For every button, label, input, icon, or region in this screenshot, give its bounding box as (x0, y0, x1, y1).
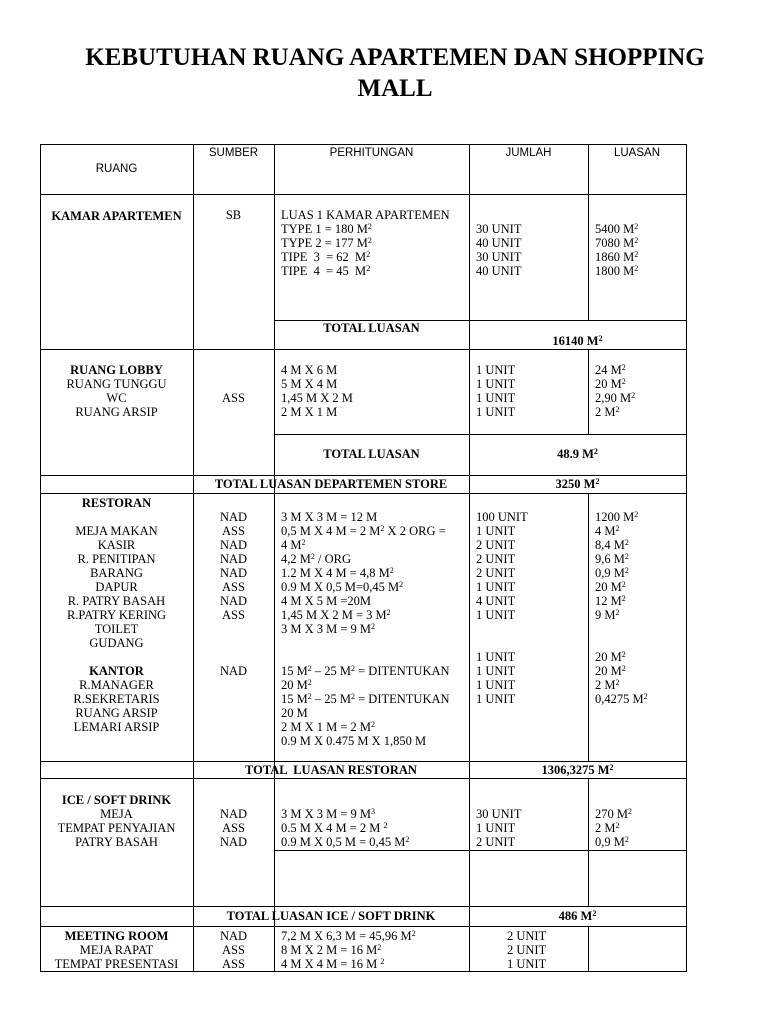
column-border (588, 144, 589, 320)
apartemen-luasan: 5400 $M^2$ 7080 $M^2$ 1860 $M^2$ 1800 $M^2$ (595, 222, 639, 278)
restoran-total-value: 1306,3275 $M^2$ (541, 763, 614, 777)
lobby-calc: 4 M X 6 M 5 M X 4 M 1,45 M X 2 M 2 M X 1 M (281, 363, 353, 419)
apartemen-name: KAMAR APARTEMEN (51, 209, 182, 223)
ice-total-label: TOTAL LUASAN ICE / SOFT DRINK (226, 909, 436, 923)
row-border (40, 475, 687, 476)
column-border (588, 778, 589, 906)
apartemen-total-label: TOTAL LUASAN (323, 321, 420, 335)
row-border (274, 434, 687, 435)
lobby-total-label: TOTAL LUASAN (323, 447, 420, 461)
kantor-sumber: NAD (219, 664, 248, 678)
row-border (40, 761, 687, 762)
lobby-sumber: ASS (222, 391, 245, 405)
ice-names: ICE / SOFT DRINK MEJA TEMPAT PENYAJIAN PATRY BASAH (57, 793, 176, 849)
restoran-total-label: TOTAL LUASAN RESTORAN (245, 763, 417, 777)
row-border (40, 144, 687, 145)
column-border (469, 144, 470, 972)
ice-total-value: 486 $M^2$ (558, 909, 597, 923)
row-border (274, 850, 687, 851)
row-border (40, 493, 687, 494)
row-border (40, 349, 687, 350)
kantor-names: KANTOR R.MANAGER R.SEKRETARIS RUANG ARSIP LEMARI ARSIP (73, 664, 160, 734)
header-sumber: SUMBER (208, 147, 259, 159)
restoran-calc: 3 M X 3 M = 12 M 0,5 M X 4 M = 2 $M^2$ X 2 ORG = 4 $M^2$ 4,2 $M^2$ / ORG 1.2 M X 4 M = 4,8 $M^2$ 0.9 M X 0,5 M=0,45 $M^2$ 4 M X 5 M =20M 1,45 M X 2 M = 3 $M^2$ 3 M X 3 M = 9 $M^2$ (281, 510, 446, 636)
column-border (588, 926, 589, 971)
row-border (40, 906, 687, 907)
header-luasan: LUASAN (613, 147, 661, 159)
row-border (40, 926, 687, 927)
lobby-jumlah: 1 UNIT 1 UNIT 1 UNIT 1 UNIT (476, 363, 516, 419)
kantor-jumlah: 1 UNIT 1 UNIT 1 UNIT 1 UNIT (476, 650, 516, 706)
document-title-line-1: KEBUTUHAN RUANG APARTEMEN DAN SHOPPING (85, 44, 705, 71)
row-border (40, 194, 687, 195)
column-border (588, 493, 589, 761)
apartemen-jumlah: 30 UNIT 40 UNIT 30 UNIT 40 UNIT (476, 222, 522, 278)
row-border (40, 971, 687, 972)
kantor-luasan: 20 $M^2$ 20 $M^2$ 2 $M^2$ 0,4275 $M^2$ (595, 650, 648, 706)
header-jumlah: JUMLAH (505, 147, 552, 159)
meeting-calc: 7,2 M X 6,3 M = 45,96 $M^2$ 8 M X 2 M = 16 $M^2$ 4 M X 4 M = 16 M $^2$ (281, 929, 416, 971)
header-ruang: RUANG (95, 163, 138, 175)
column-border (274, 144, 275, 972)
restoran-luasan: 1200 $M^2$ 4 $M^2$ 8,4 $M^2$ 9,6 $M^2$ 0,9 $M^2$ 20 $M^2$ 12 $M^2$ 9 $M^2$ (595, 510, 639, 622)
ice-luasan: 270 $M^2$ 2 $M^2$ 0,9 $M^2$ (595, 807, 632, 849)
ice-calc: 3 M X 3 M = 9 $M^3$ 0.5 M X 4 M = 2 M $^2$ 0.9 M X 0,5 M = 0,45 $M^2$ (281, 807, 410, 849)
lobby-total-value: 48.9 $M^2$ (557, 447, 598, 461)
meeting-sumber: NAD ASS ASS (219, 929, 248, 971)
restoran-jumlah: 100 UNIT 1 UNIT 2 UNIT 2 UNIT 2 UNIT 1 UNIT 4 UNIT 1 UNIT (476, 510, 528, 622)
column-border (686, 144, 687, 972)
ice-sumber: NAD ASS NAD (219, 807, 248, 849)
meeting-names: MEETING ROOM MEJA RAPAT TEMPAT PRESENTASI (54, 929, 179, 971)
apartemen-total-value: 16140 $M^2$ (552, 334, 603, 348)
column-border (588, 349, 589, 434)
document-title-line-2: MALL (357, 75, 433, 102)
header-perhitungan: PERHITUNGAN (329, 147, 414, 159)
restoran-sumber: NAD ASS NAD NAD NAD ASS NAD ASS (219, 510, 248, 622)
lobby-luasan: 24 $M^2$ 20 $M^2$ 2,90 $M^2$ 2 $M^2$ (595, 363, 636, 419)
row-border (40, 778, 687, 779)
ice-jumlah: 30 UNIT 1 UNIT 2 UNIT (476, 807, 522, 849)
meeting-jumlah: 2 UNIT 2 UNIT 1 UNIT (507, 929, 547, 971)
dept-store-total-value: 3250 $M^2$ (555, 477, 600, 491)
apartemen-sumber: SB (225, 208, 242, 222)
lobby-names: RUANG LOBBY RUANG TUNGGU WC RUANG ARSIP (66, 363, 167, 419)
dept-store-total-label: TOTAL LUASAN DEPARTEMEN STORE (214, 477, 448, 491)
restoran-names: RESTORAN MEJA MAKAN KASIR R. PENITIPAN BARANG DAPUR R. PATRY BASAH R.PATRY KERING TOILET GUDANG (66, 496, 167, 650)
apartemen-calc: LUAS 1 KAMAR APARTEMEN TYPE 1 = 180 $M^2$ TYPE 2 = 177 $M^2$ TIPE 3 = 62 $M^2$ TIPE 4 = 45 $M^2$ (281, 208, 450, 278)
kantor-calc: 15 $M^2 - 25$ $M^2$ = DITENTUKAN 20 $M^2$ 15 $M^2 - 25$ $M^2$ = DITENTUKAN 20 M 2 M X 1 M = 2 $M^2$ 0.9 M X 0.475 M X 1,850 M (281, 664, 450, 748)
